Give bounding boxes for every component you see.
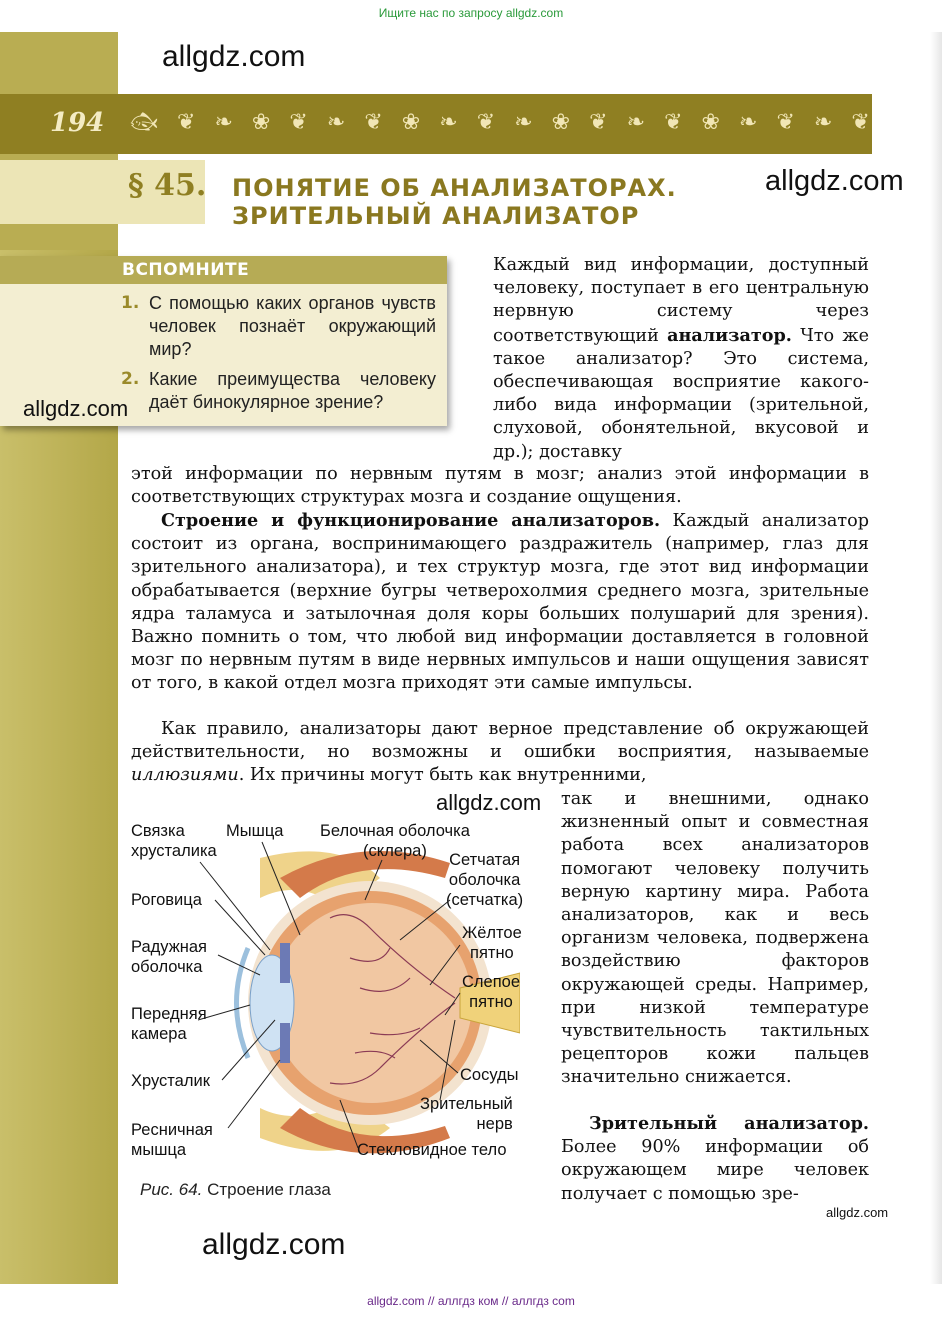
paragraph-1-end: этой информации по нервным путям в мозг; анализ этой информации в соответствующих структурах мозга и создание ощущения. (131, 464, 869, 508)
label-iris: Радужная оболочка (131, 938, 207, 976)
paragraph-3-side: так и внешними, однако жизненный опыт и совместная работа всех анализаторов помогают человеку получить верную картину мира. Работа анализаторов, как и весь организм человека, подвержена воздействию факторов окружающей среды. Например, при низкой температуре чувствительность тактильных рецепторов кожи пальцев значительно снижается. (561, 789, 869, 1088)
paragraph-3 (131, 718, 869, 788)
label-sclera: Белочная оболочка (склера) (320, 822, 470, 860)
page-edge (930, 32, 942, 1284)
insect-icon: ❀ (251, 109, 271, 135)
heron-icon: ❦ (664, 109, 683, 135)
figure-caption (140, 1180, 331, 1200)
rhino-icon: ❀ (401, 109, 421, 135)
paragraph-2-heading: Строение и функционирование анализаторов. (161, 510, 661, 531)
dog-icon: ❧ (739, 109, 758, 135)
fish-icon: 🐟︎ (130, 109, 158, 135)
moth-icon: ❧ (813, 109, 833, 135)
caption-prefix: Рис. 64. (140, 1180, 203, 1199)
iris-bottom (280, 1023, 290, 1063)
butterfly-icon: ❧ (439, 109, 458, 135)
rat-icon: ❦ (364, 109, 383, 135)
label-ciliary-muscle: Ресничная мышца (131, 1121, 213, 1159)
frog-icon: ❦ (776, 109, 795, 135)
animal-silhouettes (130, 104, 870, 140)
paragraph-1-text: Каждый вид информации, доступный человеку, поступает в его центральную нервную систему через соответствующий (493, 255, 869, 346)
deer-icon: ❦ (176, 109, 196, 135)
bird-icon: ❧ (214, 109, 233, 135)
label-blind-spot: Слепое пятно (462, 973, 521, 1011)
beetle-icon: ❀ (701, 109, 720, 135)
iris-top (280, 943, 290, 983)
horse-icon: ❧ (514, 109, 533, 135)
label-vitreous: Стекловидное тело (357, 1141, 507, 1159)
caption-text: Строение глаза (207, 1180, 331, 1199)
watermark: allgdz.com (436, 790, 542, 815)
bird2-icon: ❀ (551, 109, 571, 135)
label-muscle: Мышца (226, 822, 284, 840)
fish2-icon: ❦ (589, 109, 608, 135)
scorpion-icon: ❦ (476, 109, 496, 135)
paragraph-4 (561, 1112, 869, 1206)
paragraph-2-text: Каждый анализатор состоит из органа, воспринимающего раздражитель (например, глаз для зрительного анализатора), и тех структур мозга, где этот вид информации обрабатывается (верхние бугры четверохолмия среднего мозга, зрительные ядра таламуса и затылочная доля коры больших полушарий для зрения). Важно помнить о том, что любой вид информации доставляется в головной мозг по нервным путям в виде нервных импульсов и наши ощущения зависят от того, в какой отдел мозга приходят эти самые импульсы. (131, 511, 870, 694)
page-title (232, 174, 677, 230)
paragraph-4-text: Более 90% информации об окружающем мире человек получает с помощью зре- (561, 1137, 869, 1204)
paragraph-2 (131, 509, 869, 696)
label-anterior-chamber: Передняя камера (131, 1005, 207, 1043)
paragraph-3-text: Как правило, анализаторы дают верное представление об окружающей действительности, но возможны и ошибки восприятия, называемые (131, 719, 869, 763)
bottom-note: allgdz.com // аллгдз ком // аллгдз com (367, 1294, 575, 1308)
question-number: 1. (121, 293, 140, 313)
vitreous-shape (272, 903, 472, 1103)
watermark: allgdz.com (826, 1205, 889, 1220)
top-note: Ищите нас по запросу allgdz.com (378, 6, 564, 20)
label-lens-ligament: Связка хрусталика (131, 822, 217, 860)
title-line-2: ЗРИТЕЛЬНЫЙ АНАЛИЗАТОР (232, 202, 640, 230)
term-analyzer: анализатор. (667, 324, 792, 346)
label-cornea: Роговица (131, 891, 202, 909)
cornea-shape (237, 948, 249, 1058)
bee-icon: ❧ (626, 109, 646, 135)
paragraph-3-end: . Их причины могут быть как внутренними, (238, 765, 647, 786)
section-number: § 45. (128, 168, 207, 203)
label-vessels: Сосуды (460, 1066, 519, 1084)
whale-icon: ❦ (851, 109, 870, 135)
page-number: 194 (50, 108, 105, 138)
question-number: 2. (121, 369, 140, 389)
label-yellow-spot: Жёлтое пятно (462, 924, 522, 962)
term-illusions: иллюзиями (131, 765, 239, 786)
title-line-1: ПОНЯТИЕ ОБ АНАЛИЗАТОРАХ. (232, 174, 677, 202)
watermark: allgdz.com (23, 396, 129, 421)
remind-title: ВСПОМНИТЕ (122, 260, 250, 280)
watermark: allgdz.com (162, 40, 306, 73)
watermark: allgdz.com (202, 1228, 346, 1261)
paragraph-1 (493, 254, 869, 464)
watermark: allgdz.com (765, 165, 904, 197)
lizard-icon: ❧ (326, 109, 346, 135)
label-optic-nerve: Зрительный нерв (420, 1095, 513, 1133)
question-1: С помощью каких органов чувств человек познаёт окружающий мир? (149, 293, 436, 359)
paragraph-4-heading: Зрительный анализатор. (589, 1113, 869, 1134)
label-lens: Хрусталик (131, 1072, 210, 1090)
question-2: Какие преимущества человеку даёт бинокулярное зрение? (149, 369, 436, 412)
paragraph-1-rest: Что же такое анализатор? Это система, обеспечивающая восприятие какого-либо вида информации (зрительной, слуховой, обонятельной, вкусовой и др.); доставку (493, 325, 869, 462)
cow-icon: ❦ (289, 109, 308, 135)
label-retina: Сетчатая оболочка (сетчатка) (446, 851, 524, 909)
